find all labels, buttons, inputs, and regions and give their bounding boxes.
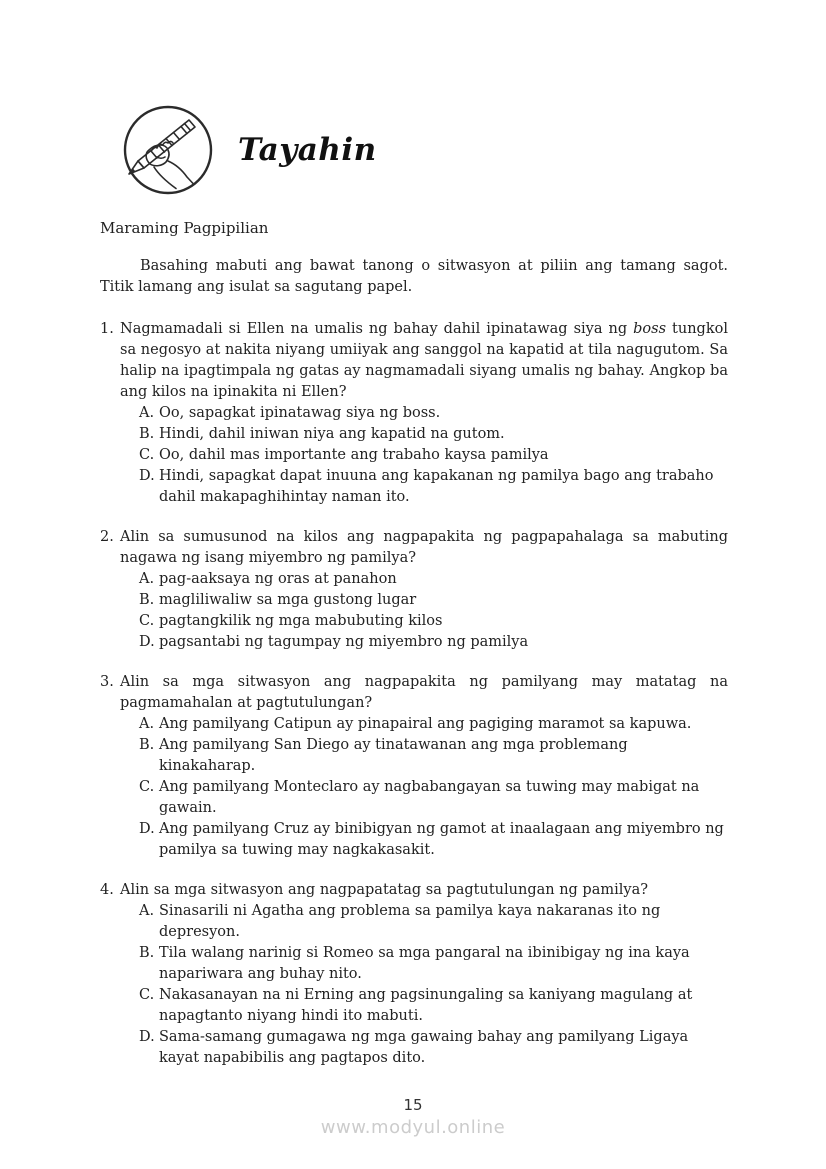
option-item: [139, 569, 728, 590]
option-letter: A.: [139, 903, 155, 919]
option-text: Ang pamilyang Cruz ay binibigyan ng gamot at inaalagaan ang miyembro ng pamilya sa tuwing may nagkakasakit.: [159, 821, 724, 858]
option-letter: D.: [139, 821, 155, 837]
question-number: 3.: [100, 674, 114, 690]
option-text: magliliwaliw sa mga gustong lugar: [159, 592, 417, 608]
question-item: [100, 527, 728, 653]
option-text: Sinasarili ni Agatha ang problema sa pamilya kaya nakaranas ito ng depresyon.: [159, 903, 661, 940]
question-list: [100, 319, 728, 1069]
option-text: Oo, sapagkat ipinatawag siya ng boss.: [159, 405, 441, 421]
question-body: [120, 319, 728, 508]
option-item: [139, 777, 728, 819]
question-text: Alin sa mga sitwasyon ang nagpapakita ng pamilyang may matatag na pagmamahalan at pagtutulungan?: [120, 674, 728, 711]
option-letter: B.: [139, 737, 155, 753]
option-item: [139, 403, 728, 424]
option-list: [120, 714, 728, 861]
option-text: Ang pamilyang San Diego ay tinatawanan ang mga problemang kinakaharap.: [159, 737, 628, 774]
question-item: [100, 672, 728, 861]
question-number: 1.: [100, 321, 114, 337]
page-number: 15: [403, 1096, 423, 1114]
option-letter: C.: [139, 779, 155, 795]
document-body: [100, 218, 728, 1088]
option-item: [139, 943, 728, 985]
option-item: [139, 590, 728, 611]
question-item: [100, 319, 728, 508]
page-title: Tayahin: [238, 132, 377, 168]
option-item: [139, 819, 728, 861]
question-text: Alin sa sumusunod na kilos ang nagpapakita ng pagpapahalaga sa mabuting nagawa ng isang miyembro ng pamilya?: [120, 529, 728, 566]
question-body: [120, 527, 728, 653]
option-item: [139, 424, 728, 445]
question-number: 4.: [100, 882, 114, 898]
footer: [0, 1096, 826, 1138]
watermark: www.modyul.online: [320, 1117, 506, 1138]
option-letter: C.: [139, 987, 155, 1003]
option-item: [139, 445, 728, 466]
option-letter: B.: [139, 592, 155, 608]
question-text: Nagmamadali si Ellen na umalis ng bahay dahil ipinatawag siya ng boss tungkol sa negosyo at nakita niyang umiiyak ang sanggol na kapatid at tila nagugutom. Sa halip na ipagtimpala ng gatas ay nagmamadali siyang umalis ng bahay. Angkop ba ang kilos na ipinakita ni Ellen?: [120, 321, 728, 400]
header: [122, 104, 377, 196]
option-letter: A.: [139, 405, 155, 421]
option-letter: A.: [139, 716, 155, 732]
option-text: pag-aaksaya ng oras at panahon: [159, 571, 397, 587]
option-item: [139, 735, 728, 777]
option-letter: C.: [139, 447, 155, 463]
option-item: [139, 611, 728, 632]
option-text: Hindi, sapagkat dapat inuuna ang kapakanan ng pamilya bago ang trabaho dahil makapaghihintay naman ito.: [159, 468, 714, 505]
option-item: [139, 901, 728, 943]
option-item: [139, 1027, 728, 1069]
option-item: [139, 632, 728, 653]
option-text: Hindi, dahil iniwan niya ang kapatid na gutom.: [159, 426, 505, 442]
option-item: [139, 466, 728, 508]
question-body: [120, 672, 728, 861]
option-text: Nakasanayan na ni Erning ang pagsinungaling sa kaniyang magulang at napagtanto niyang hindi ito mabuti.: [159, 987, 693, 1024]
section-heading: Maraming Pagpipilian: [100, 219, 269, 237]
option-text: pagsantabi ng tagumpay ng miyembro ng pamilya: [159, 634, 529, 650]
option-letter: D.: [139, 634, 155, 650]
option-text: Ang pamilyang Monteclaro ay nagbabangayan sa tuwing may mabigat na gawain.: [159, 779, 700, 816]
question-number: 2.: [100, 529, 114, 545]
option-text: pagtangkilik ng mga mabubuting kilos: [159, 613, 443, 629]
question-item: [100, 880, 728, 1069]
option-text: Oo, dahil mas importante ang trabaho kaysa pamilya: [159, 447, 549, 463]
question-text: Alin sa mga sitwasyon ang nagpapatatag sa pagtutulungan ng pamilya?: [120, 882, 648, 898]
question-body: [120, 880, 728, 1069]
option-letter: B.: [139, 426, 155, 442]
option-letter: A.: [139, 571, 155, 587]
option-letter: D.: [139, 1029, 155, 1045]
option-letter: C.: [139, 613, 155, 629]
option-text: Tila walang narinig si Romeo sa mga pangaral na ibinibigay ng ina kaya napariwara ang buhay nito.: [159, 945, 690, 982]
option-list: [120, 569, 728, 653]
option-list: [120, 901, 728, 1069]
option-text: Ang pamilyang Catipun ay pinapairal ang pagiging maramot sa kapuwa.: [159, 716, 692, 732]
hand-writing-pencil-icon: [122, 104, 214, 196]
instructions: Basahing mabuti ang bawat tanong o sitwasyon at piliin ang tamang sagot. Titik lamang ang isulat sa sagutang papel.: [100, 258, 728, 295]
option-letter: D.: [139, 468, 155, 484]
option-list: [120, 403, 728, 508]
option-letter: B.: [139, 945, 155, 961]
option-item: [139, 714, 728, 735]
option-item: [139, 985, 728, 1027]
option-text: Sama-samang gumagawa ng mga gawaing bahay ang pamilyang Ligaya kayat napabibilis ang pagtapos dito.: [159, 1029, 689, 1066]
